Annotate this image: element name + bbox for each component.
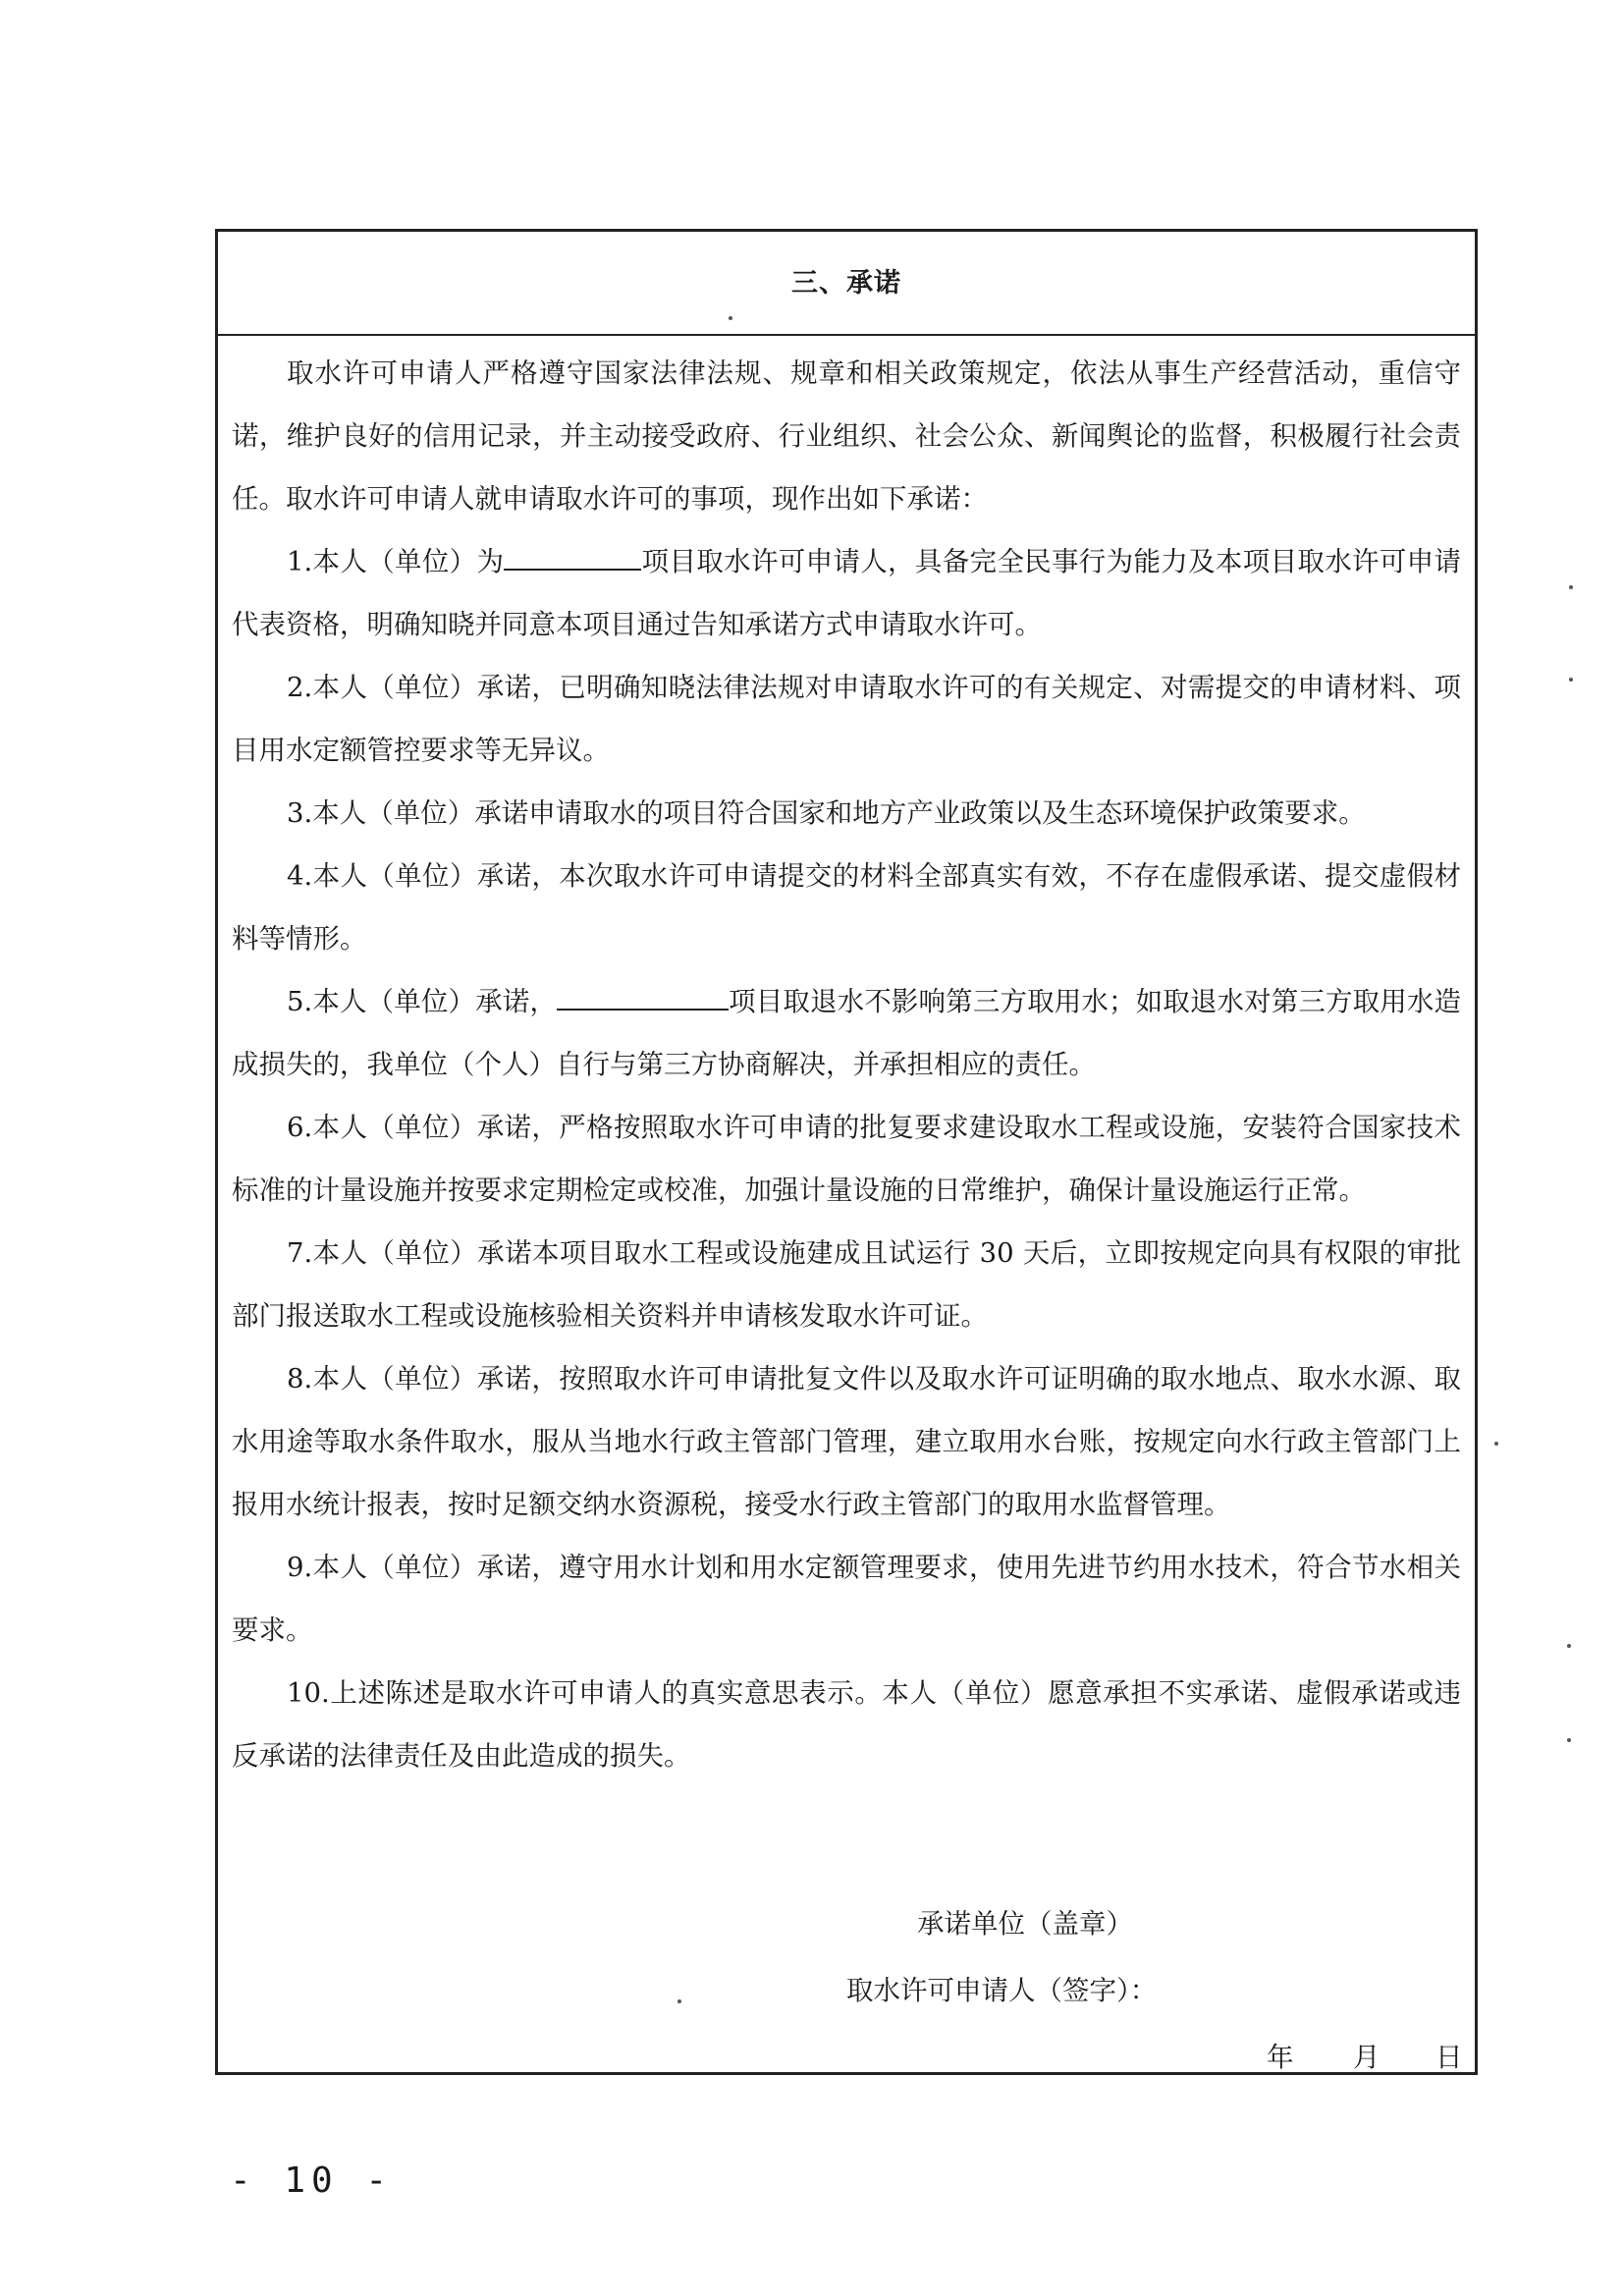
section-header [218,232,1475,336]
scan-speck [1567,1738,1571,1742]
commitment-item-1 [232,530,1461,656]
commitment-item-2: 2.本人（单位）承诺，已明确知晓法律法规对申请取水许可的有关规定、对需提交的申请材料、项目用水定额管控要求等无异议。 [232,672,1461,766]
commitment-item-4: 4.本人（单位）承诺，本次取水许可申请提交的材料全部真实有效，不存在虚假承诺、提交虚假材料等情形。 [232,860,1461,955]
scan-speck [1569,585,1573,589]
commitment-item-5 [232,970,1461,1096]
date-year: 年 [1267,2042,1294,2073]
project-name-blank-2[interactable] [557,985,729,1011]
scan-speck [1494,1442,1498,1446]
scan-speck [1569,678,1573,682]
commitment-item-8: 8.本人（单位）承诺，按照取水许可申请批复文件以及取水许可证明确的取水地点、取水水源、取水用途等取水条件取水，服从当地水行政主管部门管理，建立取用水台账，按规定向水行政主管部门上报用水统计报表，按时足额交纳水资源税，接受水行政主管部门的取用水监督管理。 [232,1363,1461,1520]
scan-speck [677,1999,681,2003]
commitment-item-3: 3.本人（单位）承诺申请取水的项目符合国家和地方产业政策以及生态环境保护政策要求。 [287,797,1366,829]
page-number: - 10 - [230,2160,394,2201]
commitment-form [215,229,1478,2075]
project-name-blank[interactable] [504,545,641,571]
scan-speck [729,316,732,320]
item-1-text-after: 项目取水许可申请人，具备完全民事行为能力及本项目取水许可申请代表资格，明确知晓并同意本项目通过告知承诺方式申请取水许可。 [232,546,1461,640]
commitment-item-9: 9.本人（单位）承诺，遵守用水计划和用水定额管理要求，使用先进节约用水技术，符合节水相关要求。 [232,1552,1461,1646]
date-month: 月 [1353,2042,1380,2073]
intro-paragraph: 取水许可申请人严格遵守国家法律法规、规章和相关政策规定，依法从事生产经营活动，重信守诺，维护良好的信用记录，并主动接受政府、行业组织、社会公众、新闻舆论的监督，积极履行社会责任。取水许可申请人就申请取水许可的事项，现作出如下承诺： [232,357,1461,515]
scan-speck [1567,1644,1571,1648]
commitment-item-6: 6.本人（单位）承诺，严格按照取水许可申请的批复要求建设取水工程或设施，安装符合国家技术标准的计量设施并按要求定期检定或校准，加强计量设施的日常维护，确保计量设施运行正常。 [232,1112,1461,1206]
commitment-item-7: 7.本人（单位）承诺本项目取水工程或设施建成且试运行 30 天后，立即按规定向具有权限的审批部门报送取水工程或设施核验相关资料并申请核发取水许可证。 [232,1237,1461,1332]
item-5-text-after: 项目取退水不影响第三方取用水；如取退水对第三方取用水造成损失的，我单位（个人）自行与第三方协商解决，并承担相应的责任。 [232,986,1461,1080]
item-1-text-before: 1.本人（单位）为 [287,546,505,577]
signature-unit-label: 承诺单位（盖章） [917,1908,1133,1940]
section-title: 三、承诺 [791,268,901,299]
signature-applicant-label: 取水许可申请人（签字）： [846,1975,1158,2006]
item-5-text-before: 5.本人（单位）承诺， [287,986,558,1017]
commitment-item-10: 10.上述陈述是取水许可申请人的真实意思表示。本人（单位）愿意承担不实承诺、虚假承诺或违反承诺的法律责任及由此造成的损失。 [232,1677,1461,1772]
date-day: 日 [1435,2042,1463,2073]
